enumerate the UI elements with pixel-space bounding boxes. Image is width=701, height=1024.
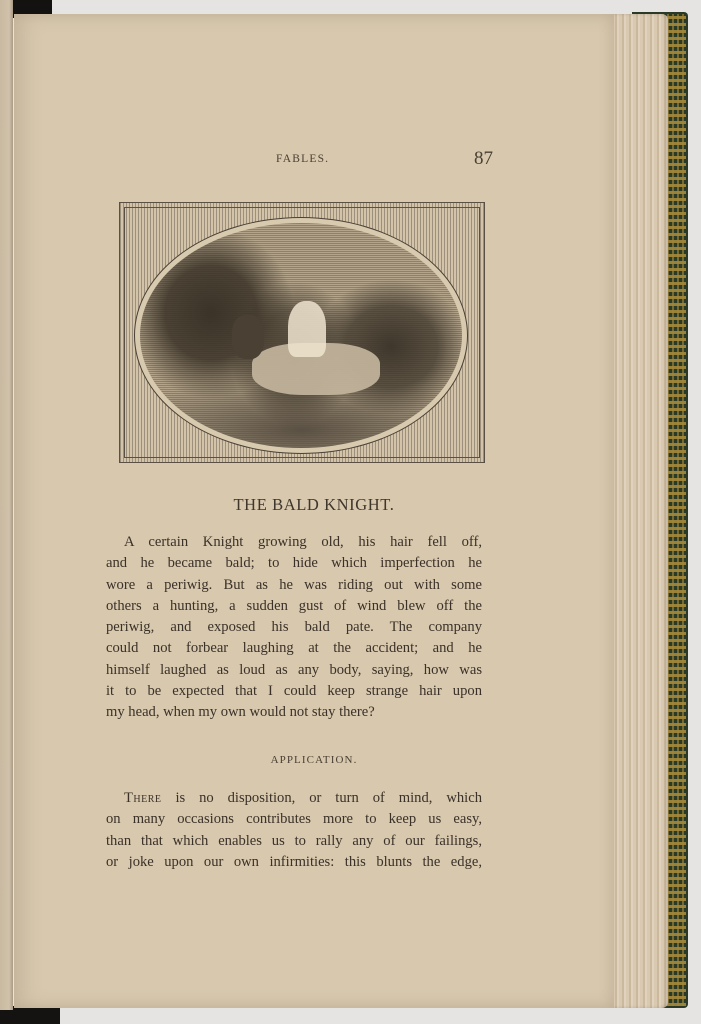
text-span: is no disposition, or turn of mind, which [161, 790, 482, 806]
engraving-illustration [119, 202, 485, 463]
application-text [106, 788, 482, 873]
horse-head-figure [232, 315, 264, 359]
previous-page-edge [0, 0, 13, 1010]
text-line: himself laughed as loud as any body, saying, how was [106, 661, 482, 678]
drop-word: There [124, 790, 162, 806]
text-line: on many occasions contributes more to keep us easy, [106, 811, 482, 828]
text-line: could not forbear laughing at the accident; and he [106, 640, 482, 657]
application-heading: APPLICATION. [270, 754, 358, 766]
fable-text [106, 532, 482, 724]
text-line [106, 788, 482, 809]
fable-title: THE BALD KNIGHT. [233, 495, 395, 514]
running-head: FABLES. [276, 153, 330, 165]
text-line: and he became bald; to hide which imperfection he [106, 555, 482, 572]
book-page [14, 14, 614, 1008]
hunting-scene-image [140, 223, 462, 448]
page-number: 87 [474, 148, 493, 169]
text-line: or joke upon our own infirmities: this blunts the edge, [106, 853, 482, 870]
text-line: wore a periwig. But as he was riding out with some [106, 576, 482, 593]
text-line: A certain Knight growing old, his hair fell off, [124, 534, 482, 550]
text-line: my head, when my own would not stay there? [106, 704, 375, 721]
bald-knight-figure [288, 301, 326, 357]
text-line: than that which enables us to rally any of our failings, [106, 832, 482, 849]
text-line: others a hunting, a sudden gust of wind blew off the [106, 597, 482, 614]
text-line: periwig, and exposed his bald pate. The company [106, 619, 482, 636]
text-line: it to be expected that I could keep strange hair upon [106, 683, 482, 700]
